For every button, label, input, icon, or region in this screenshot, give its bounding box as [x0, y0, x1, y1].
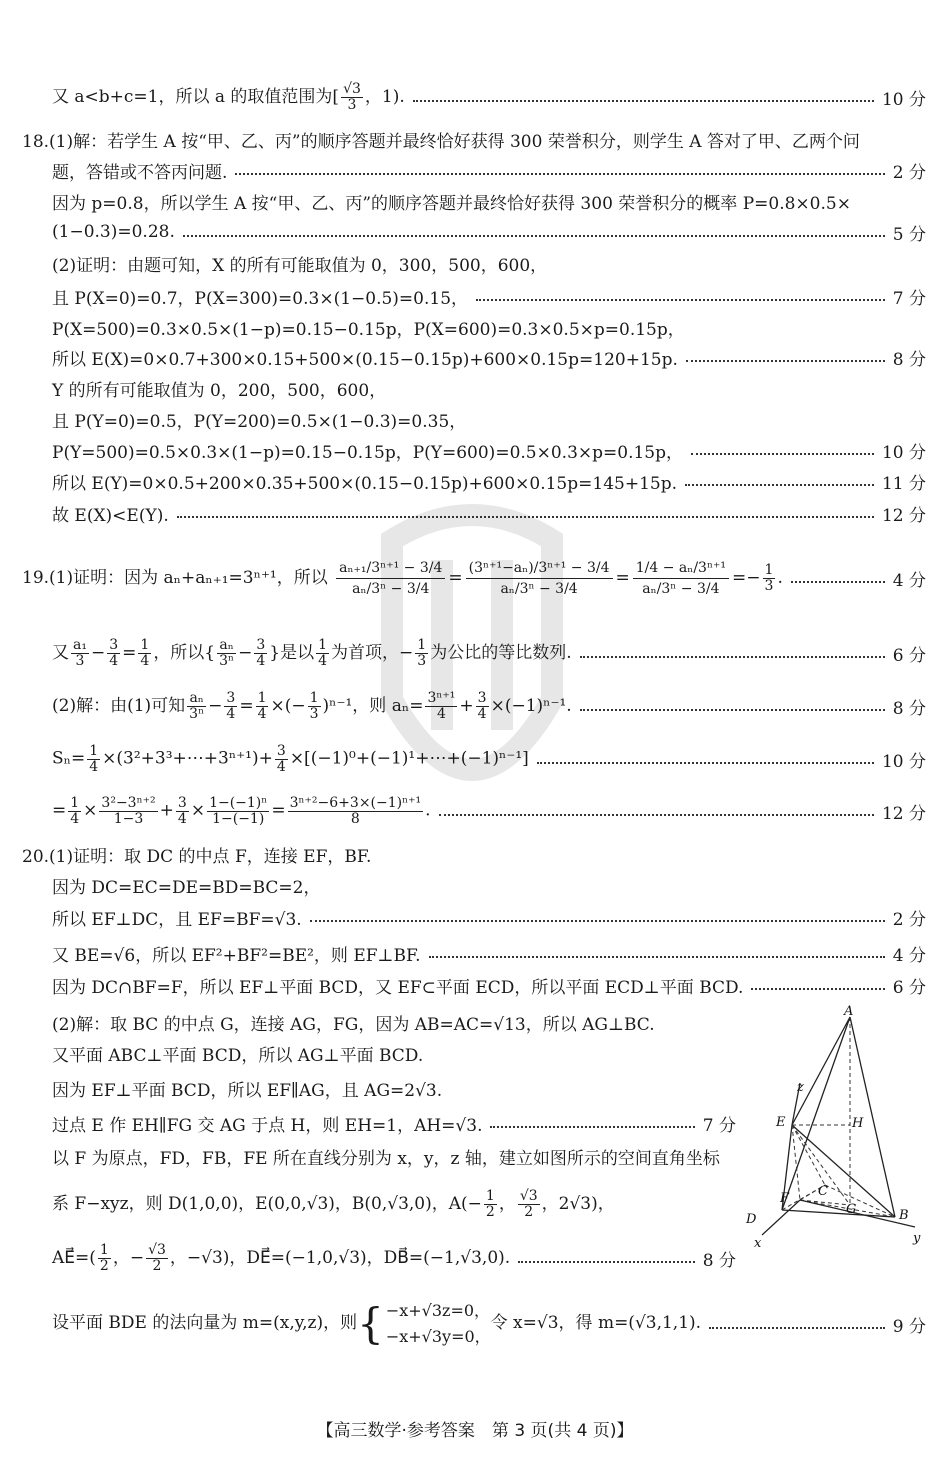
score-label: 6 分 — [892, 645, 926, 666]
score-label: 7 分 — [892, 288, 926, 309]
q19-line-2: 又 $\frac{\text{a₁}}{3}$ − $\frac{3}{4}$ = $\frac{1}{4}$ ，所以{ $\frac{\text{aₙ}}{\text{3ⁿ}}$ − $\frac{3}{4}$ }是以 $\frac{1}{4}$ 为首项，− $\frac{1}{3}$ 为公比的等比数列. 6 分 — [52, 636, 926, 669]
point-label-C: C — [818, 1184, 828, 1199]
score-label: 6 分 — [892, 977, 926, 998]
q19-line-1: 19.(1)证明：因为 aₙ+aₙ₊₁=3ⁿ⁺¹，所以 $\frac{\text{aₙ₊₁/3ⁿ⁺¹ − 3/4}}{\text{aₙ/3ⁿ − 3/4}}$ = $\frac{\text{(3ⁿ⁺¹−aₙ)/3ⁿ⁺¹ − 3/4}}{\text{aₙ/3ⁿ − 3/4}}$ = $\frac{\text{1/4 − aₙ/3ⁿ⁺¹}}{\text{aₙ/3ⁿ − 3/4}}$ =− $\frac{1}{3}$ . 4 分 — [22, 559, 926, 597]
score-label: 2 分 — [892, 909, 926, 930]
q20-line-10: 以 F 为原点，FD，FB，FE 所在直线分别为 x，y，z 轴，建立如图所示的空间直角坐标 — [52, 1148, 720, 1169]
q19-line-5: = $\frac{1}{4}$ × $\frac{\text{3²−3ⁿ⁺²}}{1-3}$ + $\frac{3}{4}$ × $\frac{\text{1−(−1)ⁿ}}{1-(-1)}$ = $\frac{\text{3ⁿ⁺²−6+3×(−1)ⁿ⁺¹}}{8}$ . 12 分 — [52, 794, 926, 827]
q18-line-9: P(Y=500)=0.5×0.3×(1−p)=0.15−0.15p，P(Y=600)=0.5×0.3×p=0.15p， 10 分 — [0, 433, 950, 467]
q20-line-11: 系 F−xyz，则 D(1,0,0)，E(0,0,√3)，B(0,√3,0)，A(− $\frac{1}{2}$ ， $\frac{√3}{2}$ ，2√3)， — [52, 1187, 615, 1220]
q20-line-1: 20.(1)证明：取 DC 的中点 F，连接 EF，BF. — [22, 846, 372, 867]
q20-line-5: 因为 DC∩BF=F，所以 EF⊥平面 BCD，又 EF⊂平面 ECD，所以平面 ECD⊥平面 BCD. 6 分 — [0, 968, 950, 1002]
q18-line-7: Y 的所有可能取值为 0，200，500，600， — [52, 380, 387, 401]
q20-line-13: 设平面 BDE 的法向量为 m=(x,y,z)，则 { −x+√3z=0， −x+√3y=0， 令 x=√3，得 m=(√3,1,1). 9 分 — [52, 1299, 926, 1348]
answer-line-17-range: 又 a<b+c=1，所以 a 的取值范围为[ $\frac{√3}{3}$ ，1). 10 分 — [52, 80, 926, 113]
score-label: 8 分 — [892, 698, 926, 719]
score-label: 8 分 — [892, 349, 926, 370]
score-label: 5 分 — [892, 224, 926, 245]
point-label-E: E — [776, 1115, 786, 1130]
equation-system: { −x+√3z=0， −x+√3y=0， — [357, 1299, 491, 1348]
fraction-3: $\frac{\text{1/4 − aₙ/3ⁿ⁺¹}}{\text{aₙ/3ⁿ − 3/4}}$ — [633, 560, 729, 597]
point-label-D: D — [746, 1212, 757, 1227]
q18-line-8: 且 P(Y=0)=0.5，P(Y=200)=0.5×(1−0.3)=0.35， — [52, 411, 467, 432]
page-footer: 【高三数学·参考答案 第 3 页(共 4 页)】 — [316, 1421, 634, 1441]
axis-label-x: x — [754, 1236, 762, 1250]
axis-label-y: y — [913, 1231, 921, 1246]
q18-line-1a: 18.(1)解：若学生 A 按“甲、乙、丙”的顺序答题并最终恰好获得 300 荣誉积分，则学生 A 答对了甲、乙两个问 — [22, 131, 860, 152]
q19-line-3: (2)解：由(1)可知 $\frac{\text{aₙ}}{\text{3ⁿ}}$ − $\frac{3}{4}$ = $\frac{1}{4}$ ×(− $\frac{1}{3}$ )ⁿ⁻¹，则 aₙ= $\frac{\text{3ⁿ⁺¹}}{4}$ + $\frac{3}{4}$ ×(−1)ⁿ⁻¹. 8 分 — [52, 689, 926, 722]
score-label: 7 分 — [702, 1115, 736, 1136]
q19-line-4: Sₙ= $\frac{1}{4}$ ×(3²+3³+⋯+3ⁿ⁺¹)+ $\frac{3}{4}$ ×[(−1)⁰+(−1)¹+⋯+(−1)ⁿ⁻¹] 10 分 — [52, 742, 926, 775]
point-label-G: G — [846, 1202, 857, 1217]
q20-line-8: 因为 EF⊥平面 BCD，所以 EF∥AG，且 AG=2√3. — [52, 1080, 443, 1101]
q18-line-3: (2)证明：由题可知，X 的所有可能取值为 0，300，500，600， — [52, 255, 548, 276]
score-label: 10 分 — [881, 442, 926, 463]
q18-line-10: 所以 E(Y)=0×0.5+200×0.35+500×(0.15−0.15p)+600×0.15p=145+15p. 11 分 — [0, 464, 950, 498]
point-label-H: H — [852, 1116, 864, 1131]
q18-line-2b: (1−0.3)=0.28. 5 分 — [0, 215, 950, 249]
point-label-B: B — [899, 1208, 909, 1223]
q18-line-2a: 因为 p=0.8，所以学生 A 按“甲、乙、丙”的顺序答题并最终恰好获得 300 荣誉积分的概率 P=0.8×0.5× — [52, 193, 851, 214]
score-label: 10 分 — [881, 751, 926, 772]
q18-line-1b: 题，答错或不答丙问题. 2 分 — [0, 153, 950, 187]
q20-line-7: 又平面 ABC⊥平面 BCD，所以 AG⊥平面 BCD. — [52, 1045, 424, 1066]
point-label-F: F — [780, 1191, 790, 1206]
q20-line-4: 又 BE=√6，所以 EF²+BF²=BE²，则 EF⊥BF. 4 分 — [0, 936, 950, 970]
score-label: 4 分 — [892, 570, 926, 591]
fraction-1: $\frac{\text{aₙ₊₁/3ⁿ⁺¹ − 3/4}}{\text{aₙ/3ⁿ − 3/4}}$ — [336, 560, 445, 597]
q18-line-5: P(X=500)=0.3×0.5×(1−p)=0.15−0.15p，P(X=600)=0.3×0.5×p=0.15p， — [52, 319, 685, 340]
score-label: 12 分 — [881, 803, 926, 824]
q20-line-3: 所以 EF⊥DC，且 EF=BF=√3. 2 分 — [0, 900, 950, 934]
score-label: 11 分 — [881, 473, 926, 494]
score-label: 12 分 — [881, 505, 926, 526]
q20-line-9: 过点 E 作 EH∥FG 交 AG 于点 H，则 EH=1，AH=√3. 7 分 — [0, 1106, 760, 1140]
score-label: 10 分 — [881, 89, 926, 110]
score-label: 8 分 — [702, 1250, 736, 1271]
q20-line-12: AE⃗=( $\frac{1}{2}$ ，− $\frac{√3}{2}$ ，−√3)，DE⃗=(−1,0,√3)，DB⃗=(−1,√3,0). 8 分 — [52, 1241, 736, 1274]
geometry-figure — [740, 1005, 930, 1250]
fraction-2: $\frac{\text{(3ⁿ⁺¹−aₙ)/3ⁿ⁺¹ − 3/4}}{\text{aₙ/3ⁿ − 3/4}}$ — [466, 560, 613, 597]
q20-line-6: (2)解：取 BC 的中点 G，连接 AG，FG，因为 AB=AC=√13，所以 AG⊥BC. — [52, 1014, 655, 1035]
point-label-A: A — [844, 1005, 854, 1019]
score-label: 9 分 — [892, 1316, 926, 1337]
q18-line-11: 故 E(X)<E(Y). 12 分 — [0, 496, 950, 530]
score-label: 4 分 — [892, 945, 926, 966]
q20-line-2: 因为 DC=EC=DE=BD=BC=2， — [52, 877, 321, 898]
axis-label-z: z — [797, 1080, 804, 1095]
q18-line-6: 所以 E(X)=0×0.7+300×0.15+500×(0.15−0.15p)+600×0.15p=120+15p. 8 分 — [0, 340, 950, 374]
score-label: 2 分 — [892, 162, 926, 183]
q18-line-4: 且 P(X=0)=0.7，P(X=300)=0.3×(1−0.5)=0.15， 7 分 — [0, 279, 950, 313]
